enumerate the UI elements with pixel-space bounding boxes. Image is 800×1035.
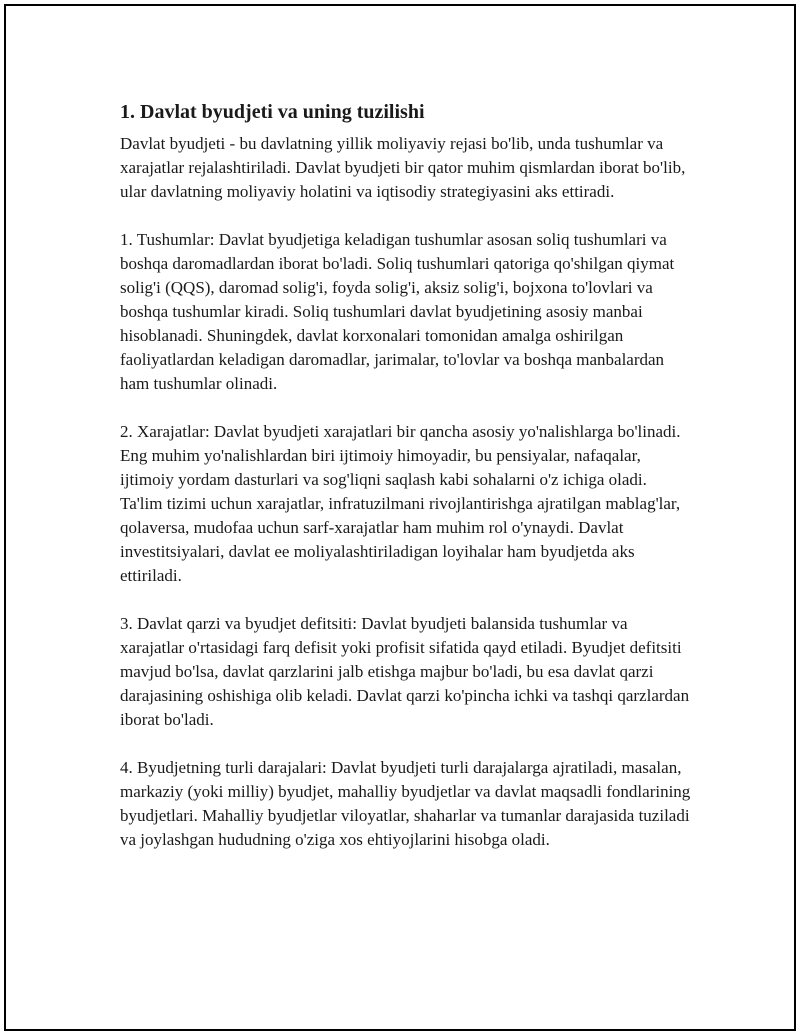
document-body [120,100,692,876]
paragraph-debt-deficit: 3. Davlat qarzi va byudjet defitsiti: Davlat byudjeti balansida tushumlar va xarajatlar o'rtasidagi farq defisit yoki profisit sifatida qayd etiladi. Byudjet defitsiti mavjud bo'lsa, davlat qarzlarini jalb etishga majbur bo'ladi, bu esa davlat qarzi darajasining oshishiga olib keladi. Davlat qarzi ko'pincha ichki va tashqi qarzlardan iborat bo'ladi. [120,614,690,729]
page-frame [4,4,796,1031]
paragraph-expenditures: 2. Xarajatlar: Davlat byudjeti xarajatlari bir qancha asosiy yo'nalishlarga bo'linadi. Eng muhim yo'nalishlardan biri ijtimoiy himoyadir, bu pensiyalar, nafaqalar, ijtimoiy yordam dasturlari va sog'liqni saqlash kabi sohalarni o'z ichiga oladi. Ta'lim tizimi uchun xarajatlar, infratuzilmani rivojlantirishga ajratilgan mablag'lar, qolaversa, mudofaa uchun sarf-xarajatlar ham muhim rol o'ynaydi. Davlat investitsiyalari, davlat ee moliyalashtiriladigan loyihalar ham byudjetda aks ettiriladi. [120,422,681,585]
paragraph-revenues: 1. Tushumlar: Davlat byudjetiga keladigan tushumlar asosan soliq tushumlari va boshqa daromadlardan iborat bo'ladi. Soliq tushumlari qatoriga qo'shilgan qiymat solig'i (QQS), daromad solig'i, foyda solig'i, aksiz solig'i, bojxona to'lovlari va boshqa tushumlar kiradi. Soliq tushumlari davlat byudjetining asosiy manbai hisoblanadi. Shuningdek, davlat korxonalari tomonidan amalga oshirilgan faoliyatlardan keladigan daromadlar, jarimalar, to'lovlar va boshqa manbalardan ham tushumlar olinadi. [120,230,675,393]
section-heading: 1. Davlat byudjeti va uning tuzilishi [120,101,425,123]
paragraph-intro: Davlat byudjeti - bu davlatning yillik moliyaviy rejasi bo'lib, unda tushumlar va xarajatlar rejalashtiriladi. Davlat byudjeti bir qator muhim qismlardan iborat bo'lib, ular davlatning moliyaviy holatini va iqtisodiy strategiyasini aks ettiradi. [120,134,686,201]
paragraph-budget-levels: 4. Byudjetning turli darajalari: Davlat byudjeti turli darajalarga ajratiladi, masalan, markaziy (yoki milliy) byudjet, mahalliy byudjetlar va davlat maqsadli fondlarining byudjetlari. Mahalliy byudjetlar viloyatlar, shaharlar va tumanlar darajasida tuziladi va joylashgan hududning o'ziga xos ehtiyojlarini hisobga oladi. [120,758,691,849]
